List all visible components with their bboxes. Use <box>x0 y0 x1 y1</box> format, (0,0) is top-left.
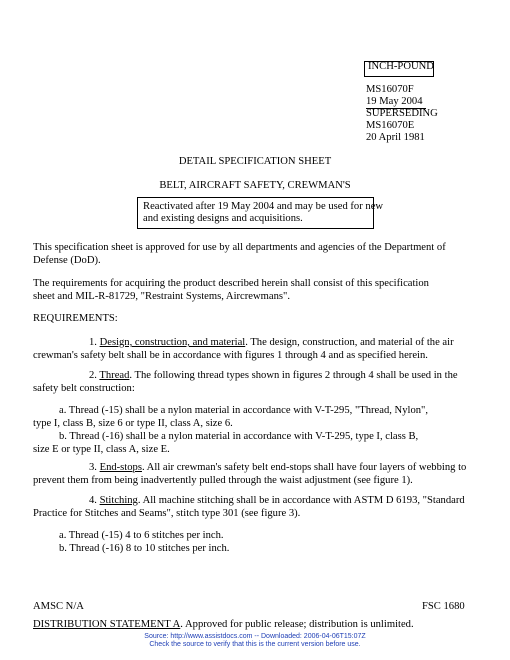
requirement-2b-line-2: size E or type II, class A, size E. <box>33 444 170 455</box>
req-line-1: The requirements for acquiring the product described herein shall consist of this specification <box>33 278 429 289</box>
requirement-4-title: Stitching <box>99 495 138 506</box>
requirement-2a-line-1: a. Thread (-15) shall be a nylon material in accordance with V-T-295, "Thread, Nylon", <box>59 405 429 416</box>
requirement-4-text: . All machine stitching shall be in accordance with ASTM D 6193, "Standard <box>137 495 465 506</box>
amsc-label: AMSC N/A <box>33 601 84 612</box>
approval-line-2: Defense (DoD). <box>33 255 101 266</box>
requirement-1 <box>33 336 481 362</box>
requirement-1-title: Design, construction, and material <box>99 337 246 348</box>
requirement-4-list <box>33 529 481 555</box>
superseding-label: SUPERSEDING <box>366 108 438 119</box>
requirement-1-text: . The design, construction, and material of the air <box>245 337 454 348</box>
requirement-4 <box>33 494 481 520</box>
requirement-2-line-2: safety belt construction: <box>33 383 135 394</box>
requirements-source-paragraph <box>33 277 481 303</box>
requirement-4-line-2: Practice for Stitches and Seams", stitch type 301 (see figure 3). <box>33 508 301 519</box>
approval-paragraph <box>33 241 481 267</box>
item-title: BELT, AIRCRAFT SAFETY, CREWMAN'S <box>159 180 351 191</box>
source-line-2: Check the source to verify that this is the current version before use. <box>149 641 361 648</box>
requirement-3-line-1 <box>33 461 481 474</box>
requirement-3-line-2: prevent them from being inadvertently pulled through the waist adjustment (see figure 1). <box>33 475 413 486</box>
requirement-2a-line-2: type I, class B, size 6 or type II, class A, size 6. <box>33 418 233 429</box>
requirement-3 <box>33 461 481 487</box>
old-doc-date: 20 April 1981 <box>366 132 425 143</box>
distribution-statement <box>33 619 414 630</box>
doc-id: MS16070F <box>366 84 414 95</box>
requirement-2b <box>33 430 481 456</box>
requirement-2 <box>33 369 481 395</box>
fsc-label: FSC 1680 <box>422 601 465 612</box>
requirement-2a <box>33 404 481 430</box>
requirement-4-line-1 <box>33 494 481 507</box>
requirement-2-text: . The following thread types shown in figures 2 through 4 shall be used in the <box>129 370 458 381</box>
requirement-1-line-2: crewman's safety belt shall be in accordance with figures 1 through 4 and as specified herein. <box>33 350 428 361</box>
requirements-heading: REQUIREMENTS: <box>33 313 118 324</box>
distribution-statement-text: . Approved for public release; distribution is unlimited. <box>180 619 414 630</box>
requirement-2b-line-1: b. Thread (-16) shall be a nylon material in accordance with V-T-295, type I, class B, <box>59 431 419 442</box>
distribution-statement-title: DISTRIBUTION STATEMENT A <box>33 619 181 630</box>
notice-line-1: Reactivated after 19 May 2004 and may be used for new <box>143 201 384 212</box>
inch-pound-label: INCH-POUND <box>368 61 434 72</box>
old-doc-id: MS16070E <box>366 120 415 131</box>
requirement-4b: b. Thread (-16) 8 to 10 stitches per inch. <box>59 543 230 554</box>
requirement-1-line-1 <box>33 336 481 349</box>
requirement-3-title: End-stops <box>99 462 142 473</box>
requirement-3-text: . All air crewman's safety belt end-stops shall have four layers of webbing to <box>141 462 467 473</box>
spec-sheet-title: DETAIL SPECIFICATION SHEET <box>178 156 332 167</box>
requirement-4a: a. Thread (-15) 4 to 6 stitches per inch. <box>59 530 224 541</box>
requirement-2-title: Thread <box>99 370 130 381</box>
requirement-2-number: 2. <box>89 370 100 381</box>
requirement-1-number: 1. <box>89 337 100 348</box>
doc-date: 19 May 2004 <box>366 96 423 107</box>
req-line-2: sheet and MIL-R-81729, "Restraint Systems, Aircrewmans". <box>33 291 290 302</box>
requirement-2-line-1 <box>33 369 481 382</box>
notice-line-2: and existing designs and acquisitions. <box>143 213 303 224</box>
source-line-1: Source: http://www.assistdocs.com -- Downloaded: 2006-04-06T15:07Z <box>144 633 366 640</box>
approval-line-1: This specification sheet is approved for use by all departments and agencies of the Department of <box>33 242 446 253</box>
requirement-3-number: 3. <box>89 462 100 473</box>
requirement-4-number: 4. <box>89 495 100 506</box>
